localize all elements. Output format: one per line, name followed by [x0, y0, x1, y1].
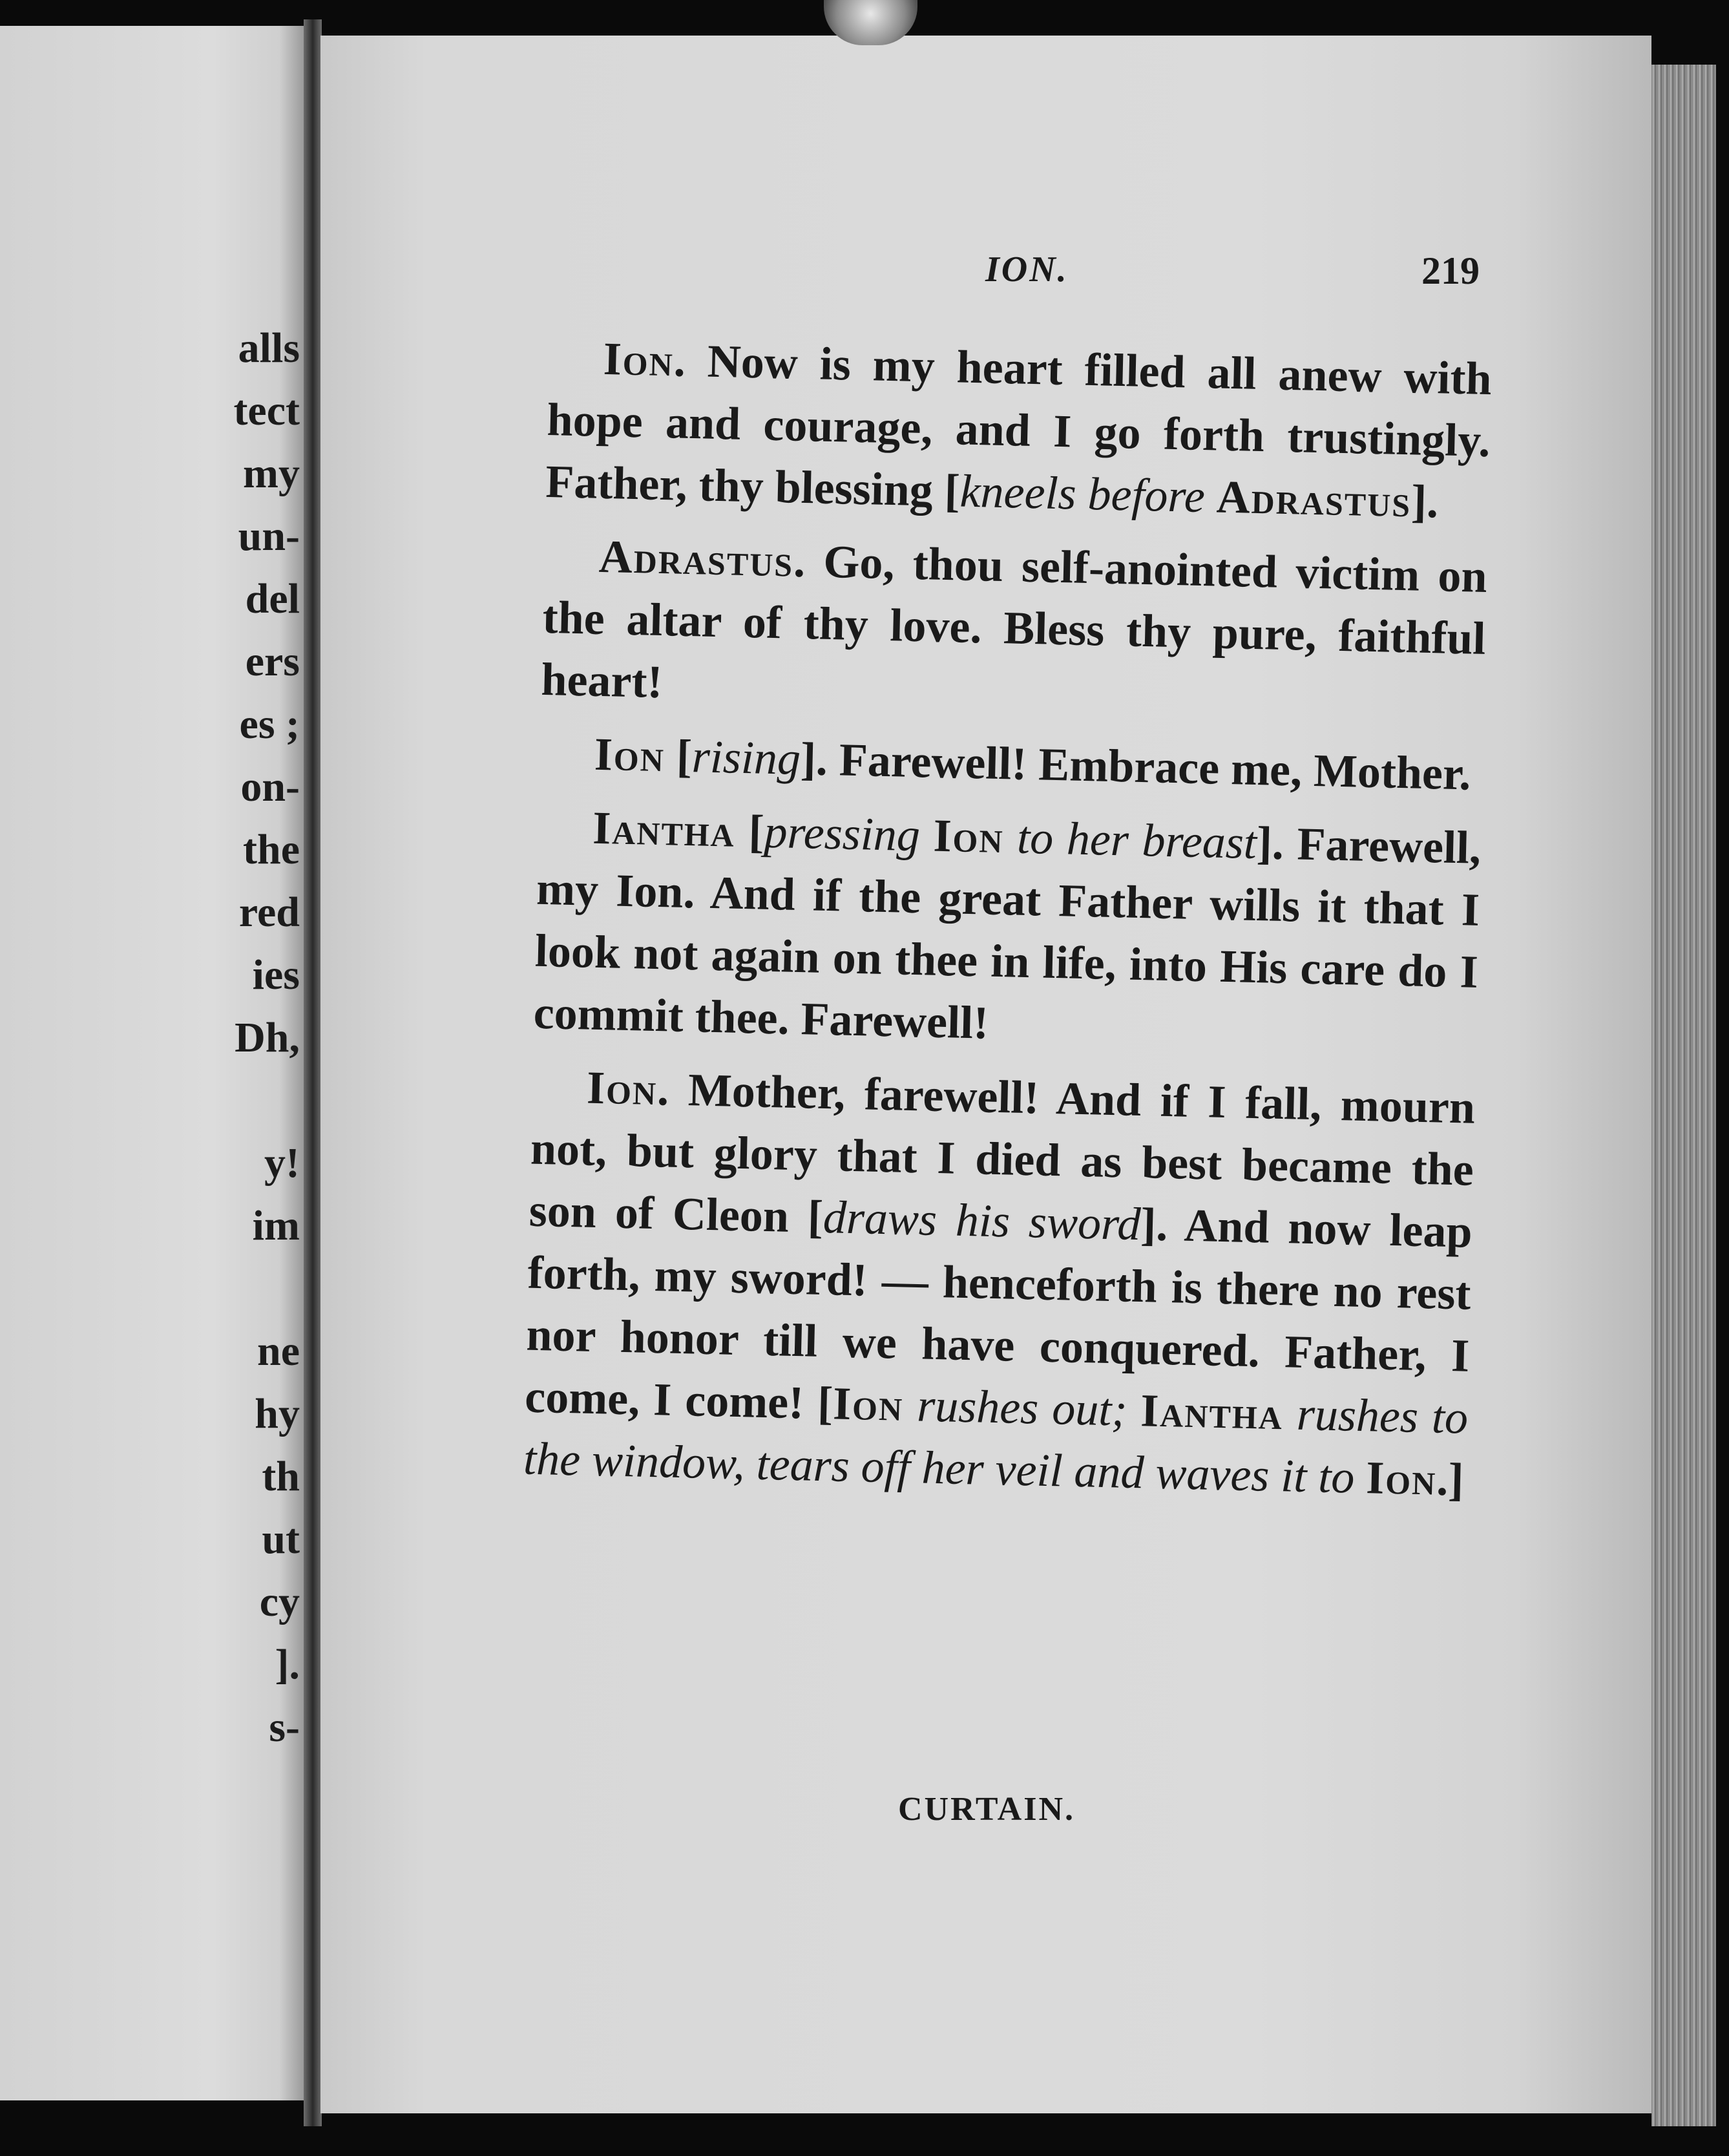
left-line-fragment [233, 1069, 300, 1132]
left-page [0, 26, 304, 2100]
dialogue-text: ]. [1410, 475, 1440, 528]
stage-direction: rushes to the window, tears off her veil and waves it to [523, 1388, 1469, 1503]
left-line-fragment: red [238, 889, 300, 936]
speaker-name: Adrastus [1215, 470, 1412, 527]
dialogue-text [903, 1379, 917, 1431]
left-line-fragment: ne [257, 1327, 300, 1375]
stage-direction: to her breast [1016, 811, 1257, 869]
play-text [523, 326, 1493, 1523]
left-line-fragment: del [245, 575, 300, 622]
left-line-fragment: hy [255, 1390, 300, 1437]
dialogue-paragraph [523, 1055, 1476, 1511]
left-line-fragment: cy [259, 1578, 300, 1625]
dialogue-text: ]. Farewell, my Ion. And if the great Father wills it that I look not again on thee in life, into His care do I commit thee. Farewell! [532, 817, 1482, 1049]
speaker-name: Ion [586, 1061, 658, 1115]
left-line-fragment: th [262, 1453, 300, 1500]
dialogue-paragraph [541, 524, 1488, 732]
dialogue-text: . Go, thou self-anointed victim on the altar of thy love. Bless thy pure, faithful heart! [540, 534, 1488, 708]
dialogue-text [919, 809, 934, 861]
dialogue-text: ]. Farewell! Embrace me, Mother. [800, 733, 1472, 800]
speaker-name: Ion [602, 332, 675, 386]
speaker-name: Iantha [592, 801, 736, 857]
left-line-fragment: s- [269, 1704, 300, 1751]
dialogue-text: . Mother, farewell! And if I fall, mourn not, but glory that I died as best became the son of Cleon [ [529, 1063, 1476, 1243]
speaker-name: Ion [1365, 1452, 1438, 1505]
dialogue-text [1283, 1388, 1297, 1439]
left-line-fragment: un- [238, 513, 300, 560]
book-gutter [304, 19, 322, 2126]
speaker-name: Adrastus [598, 530, 795, 587]
dialogue-text: .] [1436, 1453, 1465, 1506]
speaker-name: Ion [932, 809, 1005, 863]
left-line-fragment: ut [262, 1516, 300, 1563]
dialogue-text [1003, 811, 1018, 863]
dialogue-text: . Now is my heart filled all anew with hope and courage, and I go forth trustingly. Father, thy blessing [ [545, 334, 1493, 517]
left-line-fragment: ]. [275, 1641, 300, 1688]
speaker-name: Ion [832, 1377, 905, 1431]
left-line-fragment: my [243, 450, 300, 497]
speaker-name: Iantha [1140, 1384, 1284, 1440]
dialogue-text [1204, 470, 1217, 522]
left-line-fragment: ers [245, 638, 300, 685]
running-title: ION. [985, 249, 1069, 290]
dialogue-text: [ [735, 805, 765, 858]
stage-direction: draws his sword [823, 1190, 1142, 1251]
left-line-fragment: es ; [239, 701, 300, 748]
dialogue-text: ]. And now leap forth, my sword! — henceforth is there no rest nor honor till we have conquered. Father, I come, I come! [ [524, 1198, 1473, 1430]
dialogue-text: [ [664, 730, 693, 783]
page-number: 219 [1421, 249, 1480, 292]
dialogue-text [1354, 1452, 1367, 1503]
dialogue-paragraph [539, 722, 1483, 805]
left-page-line-fragments [233, 317, 300, 1759]
stage-direction: pressing [763, 805, 921, 861]
left-line-fragment: alls [238, 324, 300, 372]
closing-curtain: CURTAIN. [898, 1791, 1075, 1828]
left-line-fragment: the [243, 826, 300, 873]
dialogue-paragraph [533, 796, 1482, 1065]
left-line-fragment: on- [240, 763, 300, 810]
stage-direction: kneels before [959, 465, 1206, 523]
left-line-fragment: im [252, 1202, 300, 1249]
left-line-fragment: ies [252, 951, 300, 999]
stage-direction: rising [691, 730, 801, 785]
speaker-name: Ion [594, 728, 665, 782]
dialogue-paragraph [545, 326, 1492, 534]
left-line-fragment: y! [264, 1139, 300, 1187]
left-line-fragment [233, 1257, 300, 1320]
left-line-fragment: Dh, [235, 1014, 300, 1061]
left-line-fragment: tect [233, 387, 300, 434]
dialogue-text [1126, 1384, 1141, 1436]
page-edges [1651, 65, 1716, 2126]
stage-direction: rushes out; [916, 1379, 1128, 1436]
